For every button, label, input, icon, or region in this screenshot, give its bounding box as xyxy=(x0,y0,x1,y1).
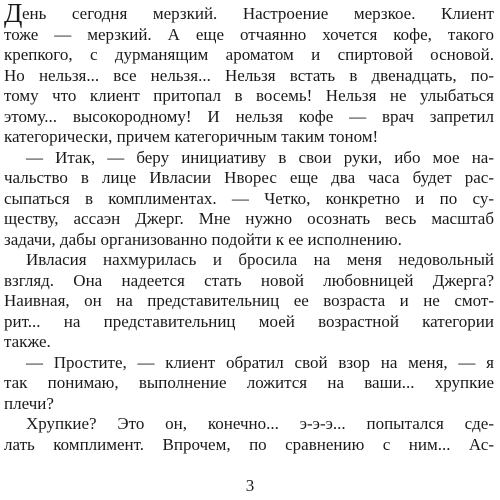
drop-cap: Д xyxy=(4,0,23,28)
text-line-17: также. xyxy=(4,332,51,351)
text-line-15: Наивная, он на представительниц ее возраста и не смот- xyxy=(4,291,494,310)
text-line-13: Ивласия нахмурилась и бросила на меня недовольный xyxy=(26,250,494,269)
text-line-2: тоже — мерзкий. А еще отчаянно хочется кофе, такого xyxy=(4,24,494,44)
text-line-7: категорически, причем категоричным таким тоном! xyxy=(4,127,379,146)
text-line-1 xyxy=(4,0,494,28)
body-text xyxy=(4,0,494,455)
text-line-16: рит... на представительниц моей возрастной категории xyxy=(4,311,494,331)
text-line-1-content: ень сегодня мерзкий. Настроение мерзкое. Клиент xyxy=(22,4,494,23)
text-line-8: — Итак, — беру инициативу в свои руки, ибо мое на- xyxy=(26,147,494,167)
text-line-3: крепкого, с дурманящим ароматом и спиртовой основой. xyxy=(4,45,494,64)
page-number: 3 xyxy=(245,476,255,495)
text-line-21: Хрупкие? Это он, конечно... э-э-э... попытался сде- xyxy=(26,414,494,433)
text-line-20: плечи? xyxy=(4,393,54,413)
text-line-14: взгляд. Она надеется стать новой любовницей Джерга? xyxy=(4,270,494,290)
text-line-5: тому что клиент притопал в восемь! Нельзя не улыбаться xyxy=(4,86,494,105)
text-line-18: — Простите, — клиент обратил свой взор на меня, — я xyxy=(26,352,494,372)
text-line-19: так понимаю, выполнение ложится на ваши... хрупкие xyxy=(4,373,494,392)
text-line-12: задачи, дабы организованно подойти к ее исполнению. xyxy=(4,229,402,249)
text-line-10: сыпаться в комплиментах. — Четко, конкретно и по су- xyxy=(4,188,494,208)
text-line-22: лать комплимент. Впрочем, по сравнению с ним... Ас- xyxy=(4,434,494,454)
text-line-11: ществу, ассаэн Джерг. Мне нужно осознать весь масштаб xyxy=(4,209,494,228)
text-line-6: этому... высокородному! И нельзя кофе — врач запретил xyxy=(4,106,494,126)
text-line-9: чальство в лице Ивласии Нворес еще два часа будет рас- xyxy=(4,168,494,187)
text-line-4: Но нельзя... все нельзя... Нельзя встать в двенадцать, по- xyxy=(4,65,494,85)
